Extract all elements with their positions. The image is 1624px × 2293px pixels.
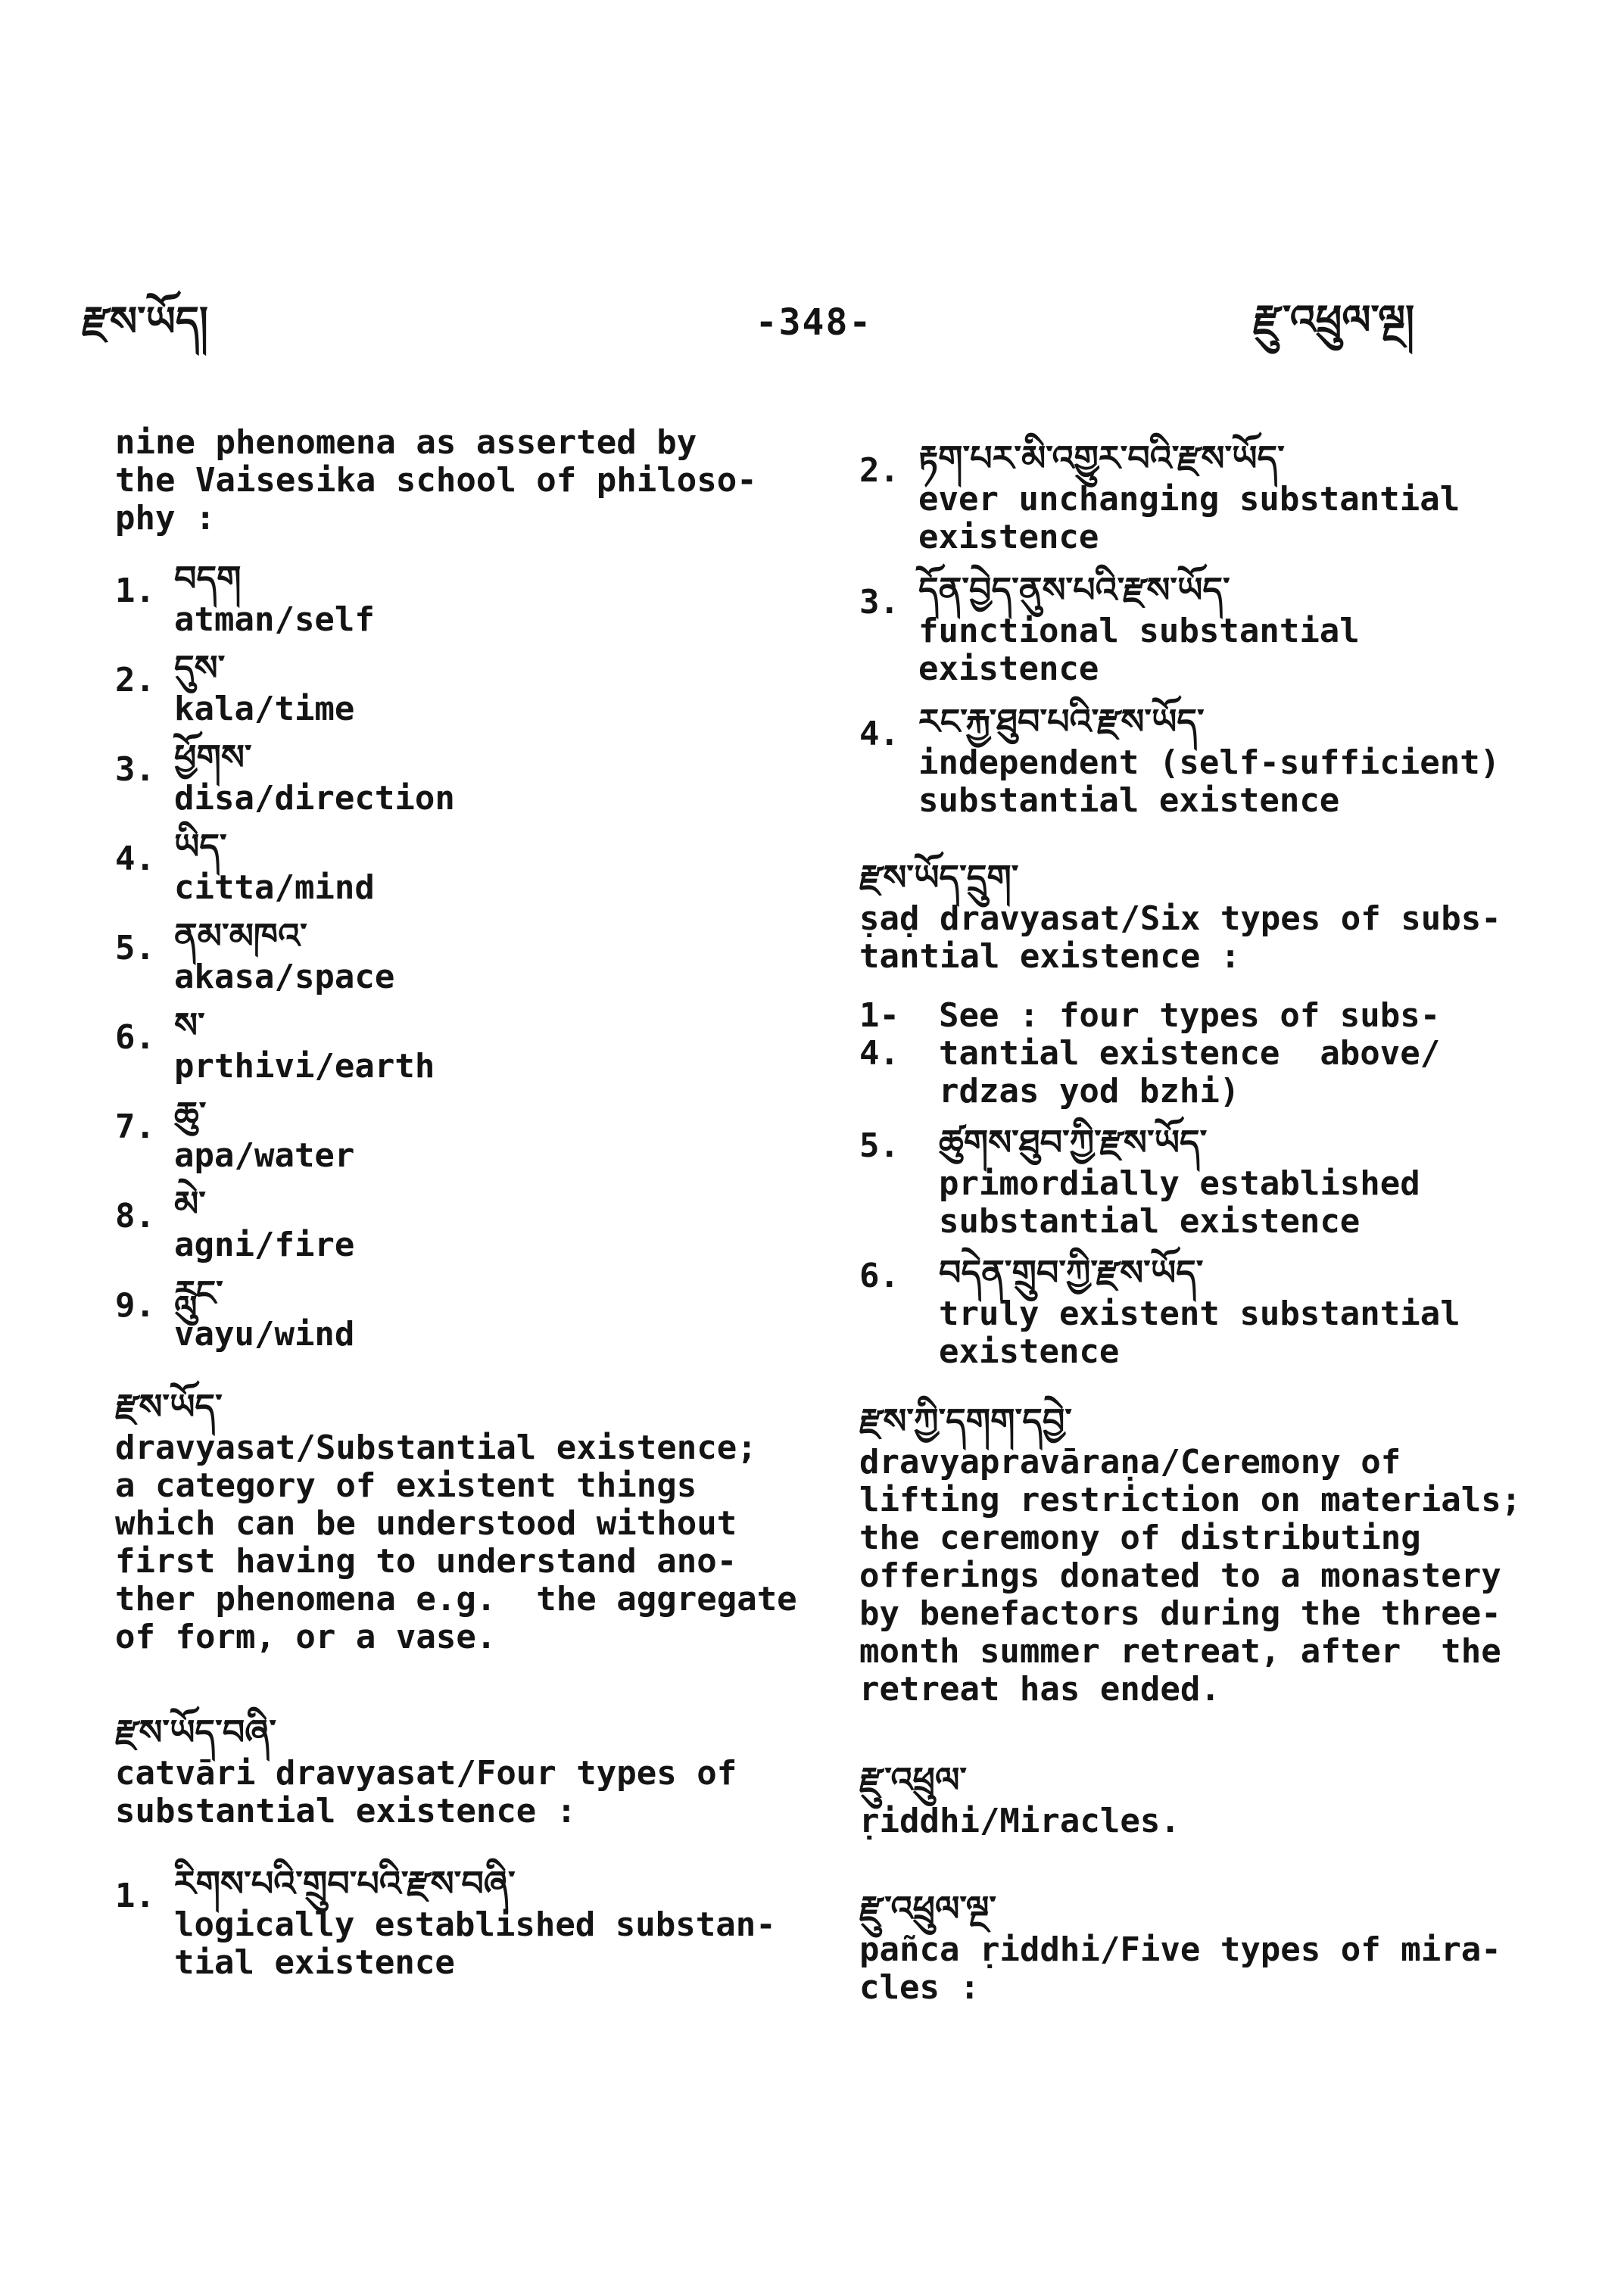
tibetan-term: ས་ xyxy=(174,1005,205,1045)
tibetan-term: རླུང་ xyxy=(174,1273,223,1313)
list-item xyxy=(859,1250,1616,1371)
transliteration: apa/water xyxy=(174,1136,355,1175)
item-text: See : four types of subs- tantial existence above/ rdzas yod bzhi) xyxy=(939,996,1441,1111)
entry-definition: dravyapravāraṇa/Ceremony of lifting restriction on materials; the ceremony of distributing offerings donated to a monastery by benefactors during the three- month summer retreat, after the retreat has ended. xyxy=(859,1443,1522,1709)
entry-riddhi xyxy=(859,1757,1616,1840)
list-item xyxy=(115,1181,853,1264)
transliteration: prthivi/earth xyxy=(174,1047,435,1086)
tibetan-term: རང་རྐྱ་ཐུབ་པའི་རྫས་ཡོད་ xyxy=(918,701,1205,742)
item-number: 7. xyxy=(115,1108,155,1146)
item-number: 1. xyxy=(115,572,155,610)
six-types-list xyxy=(859,997,1616,1371)
list-item xyxy=(115,1092,853,1175)
running-head-left-tibetan: རྫས་ཡོད། xyxy=(82,298,209,345)
list-item xyxy=(115,734,853,818)
item-number: 2. xyxy=(115,661,155,699)
transliteration: disa/direction xyxy=(174,779,455,818)
list-item xyxy=(859,567,1616,688)
tibetan-term: ཚུགས་ཐུབ་ཀྱི་རྫས་ཡོད་ xyxy=(939,1122,1208,1163)
entry-catvari-dravyasat xyxy=(115,1709,853,1830)
list-item xyxy=(115,913,853,996)
transliteration: atman/self xyxy=(174,600,375,639)
right-column xyxy=(859,435,1616,2007)
list-item xyxy=(115,1002,853,1086)
tibetan-term: དོན་བྱེད་ནུས་པའི་རྫས་ཡོད་ xyxy=(918,569,1230,610)
tibetan-term: ཡིད་ xyxy=(174,826,227,867)
item-text: independent (self-sufficient) substantial existence xyxy=(918,743,1501,820)
tibetan-term: བདེན་གྲུབ་ཀྱི་རྫས་ཡོད་ xyxy=(939,1252,1204,1293)
tibetan-term: ཕྱོགས་ xyxy=(174,737,252,777)
tibetan-headword: རྫས་ཀྱི་དགག་དབྱེ་ xyxy=(859,1400,1072,1441)
item-text: truly existent substantial existence xyxy=(939,1294,1460,1371)
entry-definition: ṣaḍ dravyasat/Six types of subs- tantial existence : xyxy=(859,899,1501,976)
item-number: 6. xyxy=(115,1018,155,1057)
transliteration: kala/time xyxy=(174,690,355,728)
transliteration: citta/mind xyxy=(174,868,375,907)
entry-definition: catvāri dravyasat/Four types of substantial existence : xyxy=(115,1754,737,1830)
entry-definition: dravyasat/Substantial existence; a category of existent things which can be understood without first having to understand ano- ther phenomena e.g. the aggregate of form, or a vase. xyxy=(115,1428,797,1656)
item-number: 3. xyxy=(115,750,155,789)
list-item xyxy=(859,997,1616,1111)
tibetan-headword: རྫས་ཡོད་དྲུག་ xyxy=(859,857,1019,898)
list-item xyxy=(115,824,853,907)
left-column xyxy=(115,424,853,1982)
tibetan-headword: རྫས་ཡོད་ xyxy=(115,1386,223,1427)
nine-phenomena-list xyxy=(115,556,853,1354)
tibetan-term: མེ་ xyxy=(174,1183,206,1224)
item-number: 5. xyxy=(859,1126,899,1165)
list-item xyxy=(115,645,853,728)
tibetan-term: རིགས་པའི་གྲུབ་པའི་རྫས་བཞི་ xyxy=(174,1863,516,1904)
item-number: 6. xyxy=(859,1257,899,1295)
item-number: 1. xyxy=(115,1877,155,1915)
entry-dravyapravarana xyxy=(859,1398,1616,1709)
tibetan-term: ནམ་མཁའ་ xyxy=(174,915,307,956)
item-number: 5. xyxy=(115,929,155,967)
list-item xyxy=(115,1270,853,1354)
item-number: 1-4. xyxy=(859,996,899,1073)
transliteration: akasa/space xyxy=(174,958,395,996)
entry-definition: ṛiddhi/Miracles. xyxy=(859,1802,1180,1840)
transliteration: agni/fire xyxy=(174,1226,355,1264)
item-text: logically established substan- tial existence xyxy=(174,1905,776,1982)
item-text: ever unchanging substantial existence xyxy=(918,480,1460,556)
item-text: functional substantial existence xyxy=(918,612,1360,688)
item-number: 8. xyxy=(115,1197,155,1235)
tibetan-headword: རྫུ་འཕྲུལ་ xyxy=(859,1759,968,1800)
tibetan-term: རྟག་པར་མི་འགྱུར་བའི་རྫས་ཡོད་ xyxy=(918,438,1285,478)
item-number: 9. xyxy=(115,1286,155,1325)
entry-dravyasat xyxy=(115,1384,853,1656)
list-item xyxy=(859,435,1616,556)
transliteration: vayu/wind xyxy=(174,1315,355,1354)
entry-intro-text: nine phenomena as asserted by the Vaisesika school of philoso- phy : xyxy=(115,423,757,537)
list-item xyxy=(859,1120,1616,1241)
tibetan-term: བདག xyxy=(174,558,242,599)
tibetan-headword: རྫུ་འཕྲུལ་ལྔ་ xyxy=(859,1888,997,1929)
entry-definition: pañca ṛiddhi/Five types of mira- cles : xyxy=(859,1930,1501,2007)
item-text: primordially established substantial existence xyxy=(939,1164,1420,1241)
four-types-list-continued xyxy=(859,435,1616,820)
running-head-right-tibetan: རྫུ་འཕྲུལ་ལྔ། xyxy=(1253,296,1415,344)
page-number: -348- xyxy=(755,301,873,344)
tibetan-term: དུས་ xyxy=(174,647,226,688)
tibetan-term: ཆུ་ xyxy=(174,1094,207,1135)
list-item xyxy=(859,699,1616,820)
item-number: 3. xyxy=(859,583,899,622)
entry-sad-dravyasat xyxy=(859,855,1616,976)
item-number: 4. xyxy=(859,715,899,753)
list-item xyxy=(115,556,853,639)
item-number: 4. xyxy=(115,840,155,878)
list-item xyxy=(115,1861,853,1982)
tibetan-headword: རྫས་ཡོད་བཞི་ xyxy=(115,1712,277,1752)
item-number: 2. xyxy=(859,451,899,490)
entry-panca-riddhi xyxy=(859,1886,1616,2007)
